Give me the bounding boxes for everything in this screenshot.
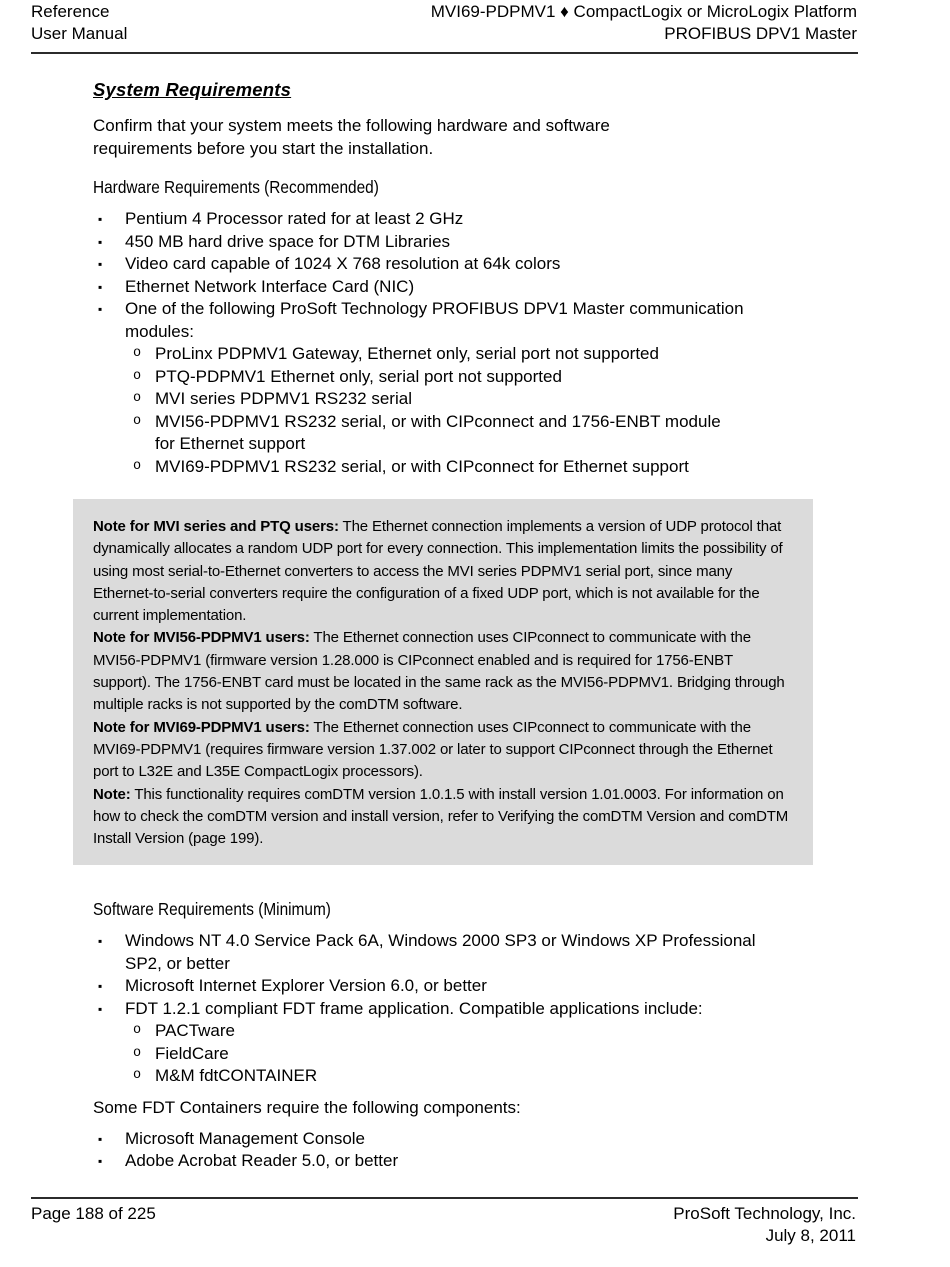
- footer-page-number: Page 188 of 225: [31, 1204, 156, 1223]
- list-item: [126, 388, 873, 411]
- note-label: Note for MVI56-PDPMV1 users:: [93, 629, 310, 647]
- list-item: [126, 1020, 873, 1043]
- list-item-text: Video card capable of 1024 X 768 resolution at 64k colors: [125, 254, 561, 273]
- square-bullet-icon: ▪: [98, 979, 103, 994]
- list-item: [126, 343, 873, 366]
- circle-bullet-icon: o: [133, 413, 142, 429]
- hardware-heading: Hardware Requirements (Recommended): [93, 177, 379, 197]
- header-divider: [31, 52, 858, 54]
- intro-paragraph: Confirm that your system meets the following hardware and software requirements before you start the installation.: [93, 116, 610, 158]
- list-item: [93, 1150, 873, 1173]
- list-item-text: MVI69-PDPMV1 RS232 serial, or with CIPconnect for Ethernet support: [155, 456, 689, 476]
- circle-bullet-icon: o: [133, 1068, 142, 1084]
- note-paragraph: [93, 516, 793, 627]
- list-item: [93, 276, 873, 299]
- header-right: [431, 1, 857, 45]
- note-text: The Ethernet connection uses CIPconnect to communicate with the MVI56-PDPMV1 (firmware version 1.28.000 is CIPconnect enabled and is required for 1756-ENBT support). The 1756-ENBT card must be located in the same rack as the MVI56-PDPMV1. Bridging through multiple racks is not supported by the comDTM software.: [93, 629, 785, 714]
- list-item-text: Ethernet Network Interface Card (NIC): [125, 276, 415, 296]
- list-item-text: 450 MB hard drive space for DTM Libraries: [125, 231, 451, 251]
- header-left: [31, 1, 127, 45]
- list-item: [93, 998, 873, 1021]
- footer-right: [673, 1203, 856, 1247]
- page-header: [31, 1, 857, 45]
- list-item: [93, 1128, 873, 1151]
- fdt-components-paragraph: Some FDT Containers require the following components:: [93, 1097, 521, 1117]
- circle-bullet-icon: o: [133, 368, 142, 384]
- circle-bullet-icon: o: [133, 391, 142, 406]
- circle-bullet-icon: o: [133, 1045, 142, 1061]
- list-item-text: Microsoft Management Console: [125, 1128, 366, 1148]
- header-product-title: MVI69-PDPMV1 ♦ CompactLogix or MicroLogix Platform: [430, 2, 857, 21]
- square-bullet-icon: ▪: [98, 212, 103, 226]
- list-item-text: Adobe Acrobat Reader 5.0, or better: [125, 1151, 399, 1171]
- list-item: [93, 231, 873, 254]
- header-user-manual-label: User Manual: [31, 24, 128, 43]
- note-text: The Ethernet connection uses CIPconnect to communicate with the MVI69-PDPMV1 (requires firmware version 1.37.002 or later to support CIPconnect through the Ethernet port to L32E and L35E CompactLogix processors).: [93, 718, 773, 781]
- hardware-list: [93, 208, 873, 478]
- circle-bullet-icon: o: [133, 346, 142, 361]
- note-label: Note:: [93, 785, 131, 803]
- page-footer: [31, 1203, 856, 1247]
- list-item-text: FieldCare: [155, 1043, 229, 1063]
- list-item: [126, 366, 873, 389]
- square-bullet-icon: ▪: [98, 934, 103, 949]
- note-text: The Ethernet connection implements a version of UDP protocol that dynamically allocates a random UDP port for every connection. This implementation limits the possibility of using most serial-to-Ethernet converters to access the MVI series PDPMV1 serial port, since many Ethernet-to-serial converters require the configuration of a fixed UDP port, which is not available for the current implementation.: [93, 518, 783, 625]
- note-label: Note for MVI69-PDPMV1 users:: [93, 718, 310, 736]
- footer-company: ProSoft Technology, Inc.: [673, 1204, 856, 1223]
- page-content: [93, 79, 873, 1173]
- software-heading: Software Requirements (Minimum): [93, 899, 331, 920]
- note-paragraph: [93, 784, 793, 851]
- list-item-text: Microsoft Internet Explorer Version 6.0, or better: [125, 976, 487, 996]
- square-bullet-icon: ▪: [98, 1001, 103, 1016]
- circle-bullet-icon: o: [133, 1023, 142, 1039]
- note-paragraph: [93, 627, 793, 716]
- note-box: [73, 499, 813, 865]
- list-item: [93, 298, 873, 343]
- list-item-text: MVI series PDPMV1 RS232 serial: [155, 389, 412, 408]
- list-item-text: Pentium 4 Processor rated for at least 2 GHz: [125, 209, 464, 228]
- square-bullet-icon: ▪: [98, 257, 103, 271]
- square-bullet-icon: ▪: [98, 279, 103, 294]
- square-bullet-icon: ▪: [98, 302, 103, 316]
- footer-divider: [31, 1197, 858, 1199]
- list-item: [93, 930, 873, 975]
- list-item-text: PTQ-PDPMV1 Ethernet only, serial port not supported: [155, 366, 562, 386]
- section-title: System Requirements: [93, 79, 292, 100]
- list-item: [93, 208, 873, 231]
- list-item: [126, 411, 873, 456]
- list-item-text: MVI56-PDPMV1 RS232 serial, or with CIPconnect and 1756-ENBT module for Ethernet support: [155, 411, 721, 453]
- square-bullet-icon: ▪: [98, 234, 103, 249]
- list-item: [93, 253, 873, 276]
- hardware-section: [93, 177, 873, 478]
- list-item-text: M&M fdtCONTAINER: [155, 1066, 318, 1086]
- list-item-text: FDT 1.2.1 compliant FDT frame application. Compatible applications include:: [125, 998, 703, 1018]
- list-item-text: ProLinx PDPMV1 Gateway, Ethernet only, serial port not supported: [155, 344, 659, 363]
- components-list: [93, 1128, 873, 1173]
- header-product-subtitle: PROFIBUS DPV1 Master: [664, 24, 857, 43]
- circle-bullet-icon: o: [133, 458, 142, 474]
- note-paragraph: [93, 717, 793, 784]
- list-item: [126, 1043, 873, 1066]
- list-item: [126, 1065, 873, 1088]
- software-section: [93, 899, 873, 1173]
- note-label: Note for MVI series and PTQ users:: [93, 518, 339, 535]
- note-text: This functionality requires comDTM version 1.0.1.5 with install version 1.01.0003. For information on how to check the comDTM version and install version, refer to Verifying the comDTM Version and comDTM Install Version (page 199).: [93, 785, 789, 848]
- footer-date: July 8, 2011: [765, 1226, 856, 1245]
- square-bullet-icon: ▪: [98, 1154, 103, 1169]
- square-bullet-icon: ▪: [98, 1131, 103, 1146]
- list-item: [93, 975, 873, 998]
- header-reference-label: Reference: [31, 2, 110, 21]
- list-item-text: Windows NT 4.0 Service Pack 6A, Windows 2000 SP3 or Windows XP Professional SP2, or better: [125, 931, 756, 973]
- list-item: [126, 456, 873, 479]
- list-item-text: PACTware: [155, 1021, 235, 1041]
- software-list: [93, 930, 873, 1088]
- list-item-text: One of the following ProSoft Technology PROFIBUS DPV1 Master communication modules:: [125, 299, 744, 341]
